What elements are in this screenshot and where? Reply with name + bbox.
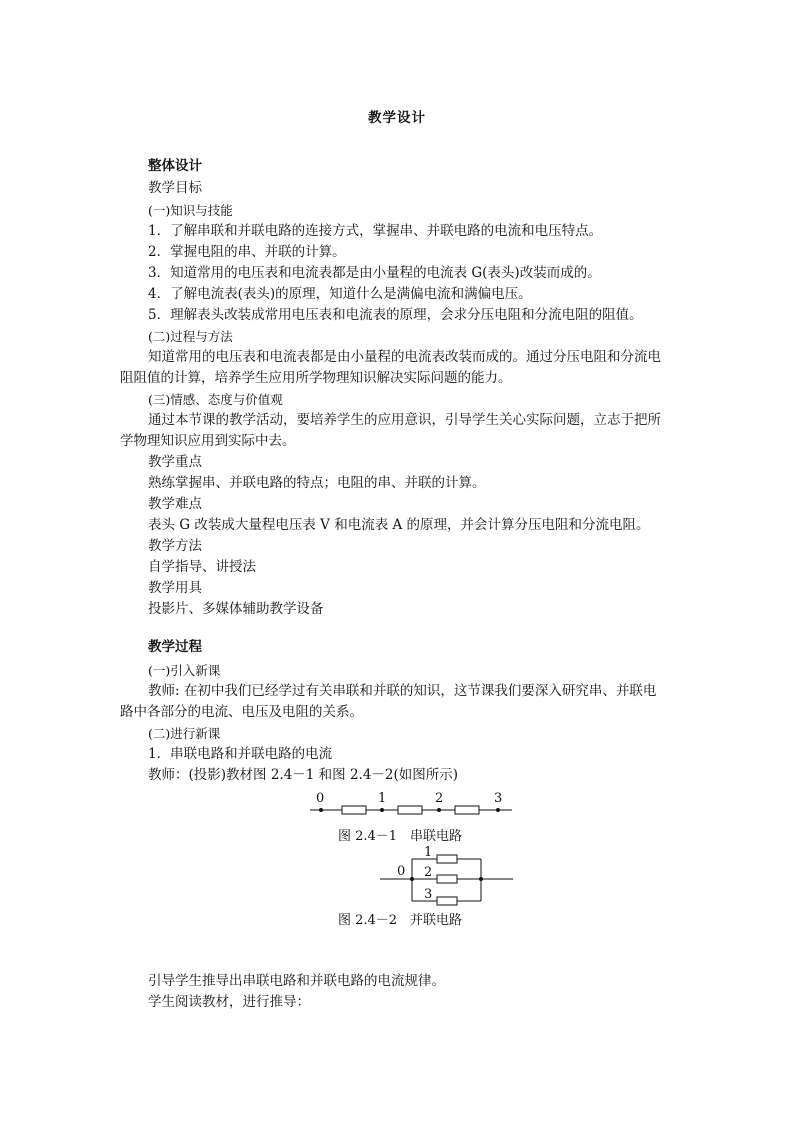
- node-dot: [319, 808, 323, 812]
- resistor-symbol: [342, 806, 366, 814]
- parallel-circuit-diagram: [370, 844, 520, 906]
- series-figure-caption: 图 2.4－1 串联电路: [337, 829, 463, 844]
- node-label: 0: [397, 864, 406, 879]
- resistor-symbol: [437, 855, 457, 863]
- teaching-process-heading: 教学过程: [148, 639, 202, 655]
- node-label: 2: [435, 791, 444, 806]
- node-label: 3: [424, 887, 433, 902]
- resistor-symbol: [437, 875, 457, 883]
- tools-heading: 教学用具: [148, 580, 202, 596]
- read-text: 学生阅读教材，进行推导：: [148, 994, 310, 1010]
- intro-text: 教师: 在初中我们已经学过有关串联和并联的知识，这节课我们要深入研究串、并联电: [148, 683, 657, 699]
- node-label: 1: [378, 791, 387, 806]
- difficulty-heading: 教学难点: [148, 496, 202, 512]
- series-circuit-diagram: [300, 786, 520, 826]
- emotion-heading: (三)情感、态度与价值观: [148, 392, 283, 407]
- knowledge-heading: (一)知识与技能: [148, 203, 233, 218]
- knowledge-item: 1．了解串联和并联电路的连接方式，掌握串、并联电路的电流和电压特点。: [148, 223, 603, 239]
- intro-heading: (一)引入新课: [148, 663, 221, 678]
- emotion-text-cont: 学物理知识应用到实际中去。: [120, 433, 296, 449]
- emotion-text: 通过本节课的教学活动，要培养学生的应用意识，引导学生关心实际问题，立志于把所: [148, 412, 661, 428]
- node-dot: [496, 808, 500, 812]
- node-dot: [479, 877, 483, 881]
- method-text: 自学指导、讲授法: [148, 559, 256, 575]
- process-method-heading: (二)过程与方法: [148, 329, 233, 344]
- node-dot: [410, 877, 414, 881]
- method-heading: 教学方法: [148, 538, 202, 554]
- knowledge-item: 5．理解表头改装成常用电压表和电流表的原理，会求分压电阻和分流电阻的阻值。: [148, 307, 643, 323]
- difficulty-text: 表头 G 改装成大量程电压表 V 和电流表 A 的原理，并会计算分压电阻和分流电阻。: [148, 517, 650, 533]
- process-method-text-cont: 阻阻值的计算，培养学生应用所学物理知识解决实际问题的能力。: [120, 370, 512, 386]
- resistor-symbol: [437, 897, 457, 905]
- key-points-text: 熟练掌握串、并联电路的特点；电阻的串、并联的计算。: [148, 475, 486, 491]
- knowledge-item: 3．知道常用的电压表和电流表都是由小量程的电流表 G(表头)改装而成的。: [148, 265, 601, 281]
- node-dot: [437, 808, 441, 812]
- process-method-text: 知道常用的电压表和电流表都是由小量程的电流表改装而成的。通过分压电阻和分流电: [148, 349, 661, 365]
- node-dot: [380, 808, 384, 812]
- knowledge-item: 4．了解电流表(表头)的原理，知道什么是满偏电流和满偏电压。: [148, 286, 532, 302]
- node-label: 2: [424, 865, 433, 880]
- parallel-figure-caption: 图 2.4－2 并联电路: [337, 913, 463, 928]
- resistor-symbol: [455, 806, 479, 814]
- node-label: 0: [316, 791, 325, 806]
- key-points-heading: 教学重点: [148, 454, 202, 470]
- node-label: 1: [424, 845, 433, 860]
- knowledge-item: 2．掌握电阻的串、并联的计算。: [148, 244, 346, 260]
- overall-design-heading: 整体设计: [148, 158, 202, 174]
- new-lesson-heading: (二)进行新课: [148, 726, 221, 741]
- section-heading: 1．串联电路和并联电路的电流: [148, 746, 333, 762]
- teacher-line: 教师：(投影)教材图 2.4－1 和图 2.4－2(如图所示): [148, 767, 459, 783]
- intro-text-cont: 路中各部分的电流、电压及电阻的关系。: [120, 704, 363, 720]
- resistor-symbol: [398, 806, 422, 814]
- objectives-heading: 教学目标: [148, 180, 202, 196]
- node-label: 3: [494, 791, 503, 806]
- guide-text: 引导学生推导出串联电路和并联电路的电流规律。: [148, 973, 445, 989]
- tools-text: 投影片、多媒体辅助教学设备: [148, 601, 324, 617]
- document-title: 教学设计: [368, 110, 426, 126]
